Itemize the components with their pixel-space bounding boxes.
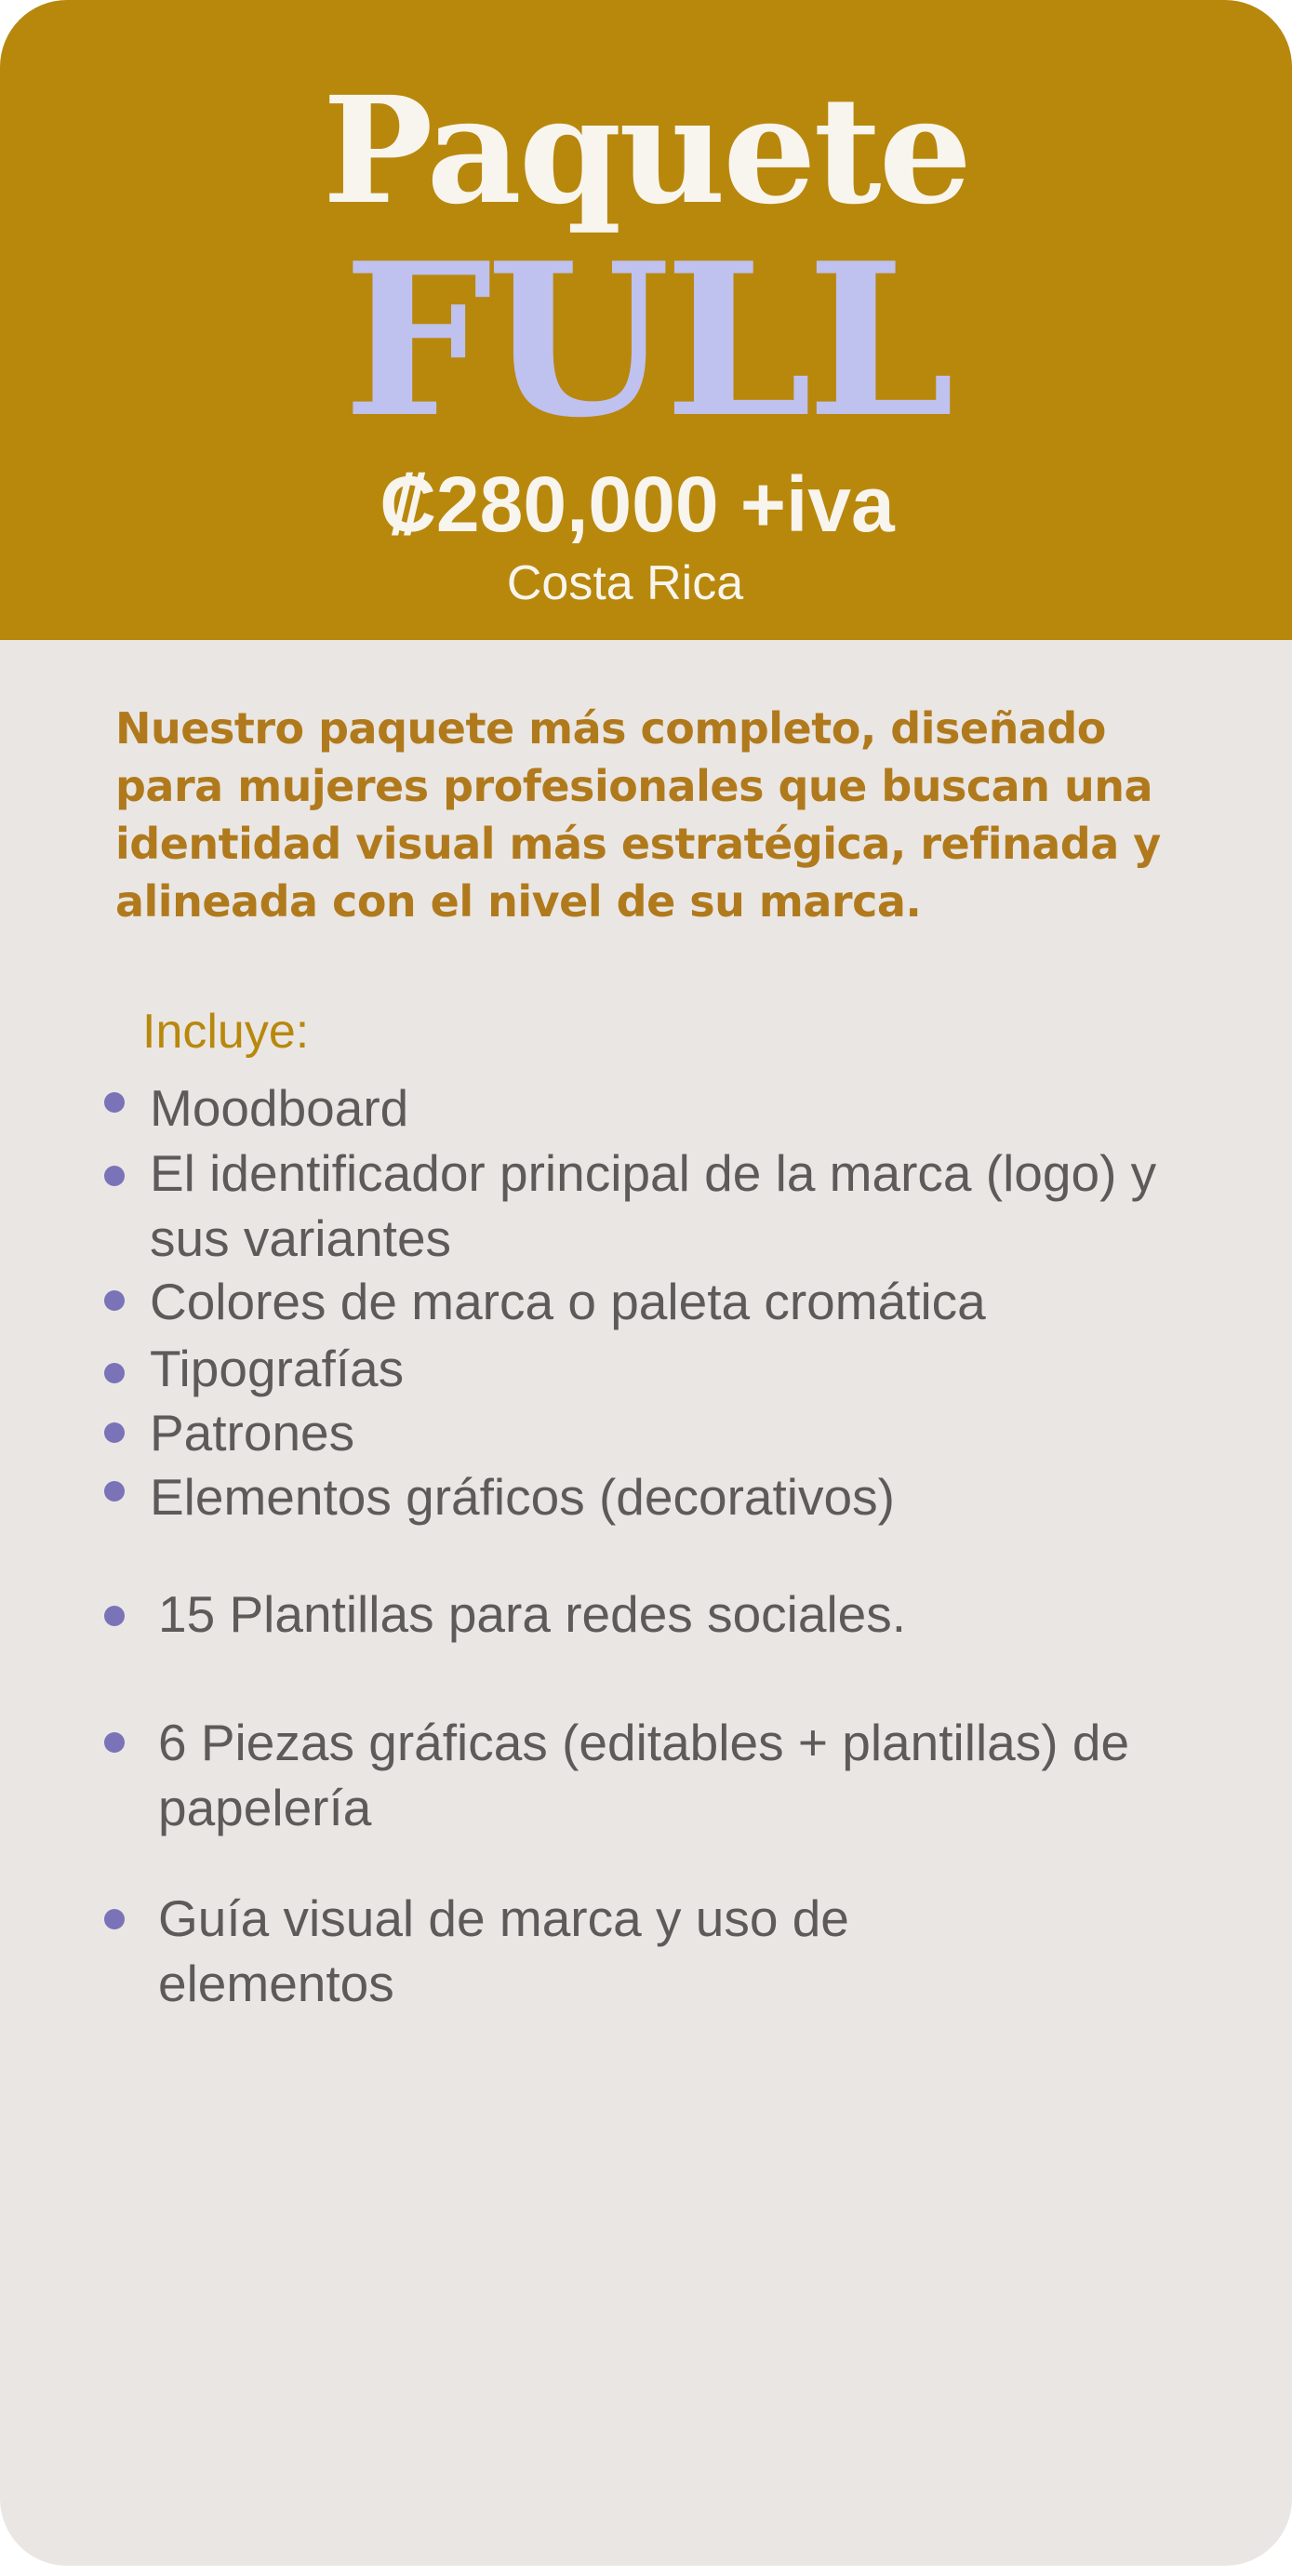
list-item: Patrones bbox=[150, 1404, 355, 1462]
bullet-icon bbox=[104, 1363, 125, 1383]
list-item: Tipografías bbox=[150, 1340, 405, 1397]
card-header bbox=[0, 0, 1292, 640]
bullet-icon bbox=[104, 1092, 125, 1113]
bullet-icon bbox=[104, 1166, 125, 1186]
list-item: 15 Plantillas para redes sociales. bbox=[158, 1585, 907, 1643]
package-description: Nuestro paquete más completo, diseñado para mujeres profesionales que buscan una identidad visual más estratégica, refinada y alineada con el nivel de su marca. bbox=[115, 703, 1161, 927]
package-price: ₡280,000 +iva bbox=[380, 460, 895, 548]
bullet-icon bbox=[104, 1606, 125, 1626]
list-item: Guía visual de marca y uso de elementos bbox=[158, 1889, 849, 2012]
bullet-icon bbox=[104, 1732, 125, 1753]
includes-label: Incluye: bbox=[142, 1005, 310, 1059]
bullet-icon bbox=[104, 1290, 125, 1311]
bullet-icon bbox=[104, 1481, 125, 1502]
package-title-top: Paquete bbox=[322, 65, 970, 237]
list-item: Colores de marca o paleta cromática bbox=[150, 1273, 986, 1330]
bullet-icon bbox=[104, 1422, 125, 1443]
list-item: El identificador principal de la marca (logo) y sus variantes bbox=[150, 1144, 1157, 1267]
package-country: Costa Rica bbox=[506, 556, 744, 610]
package-title-main: FULL bbox=[342, 218, 950, 464]
list-item: Elementos gráficos (decorativos) bbox=[150, 1468, 895, 1526]
list-item: Moodboard bbox=[150, 1079, 409, 1137]
bullet-icon bbox=[104, 1909, 125, 1929]
list-item: 6 Piezas gráficas (editables + plantillas) de papelería bbox=[158, 1714, 1130, 1836]
